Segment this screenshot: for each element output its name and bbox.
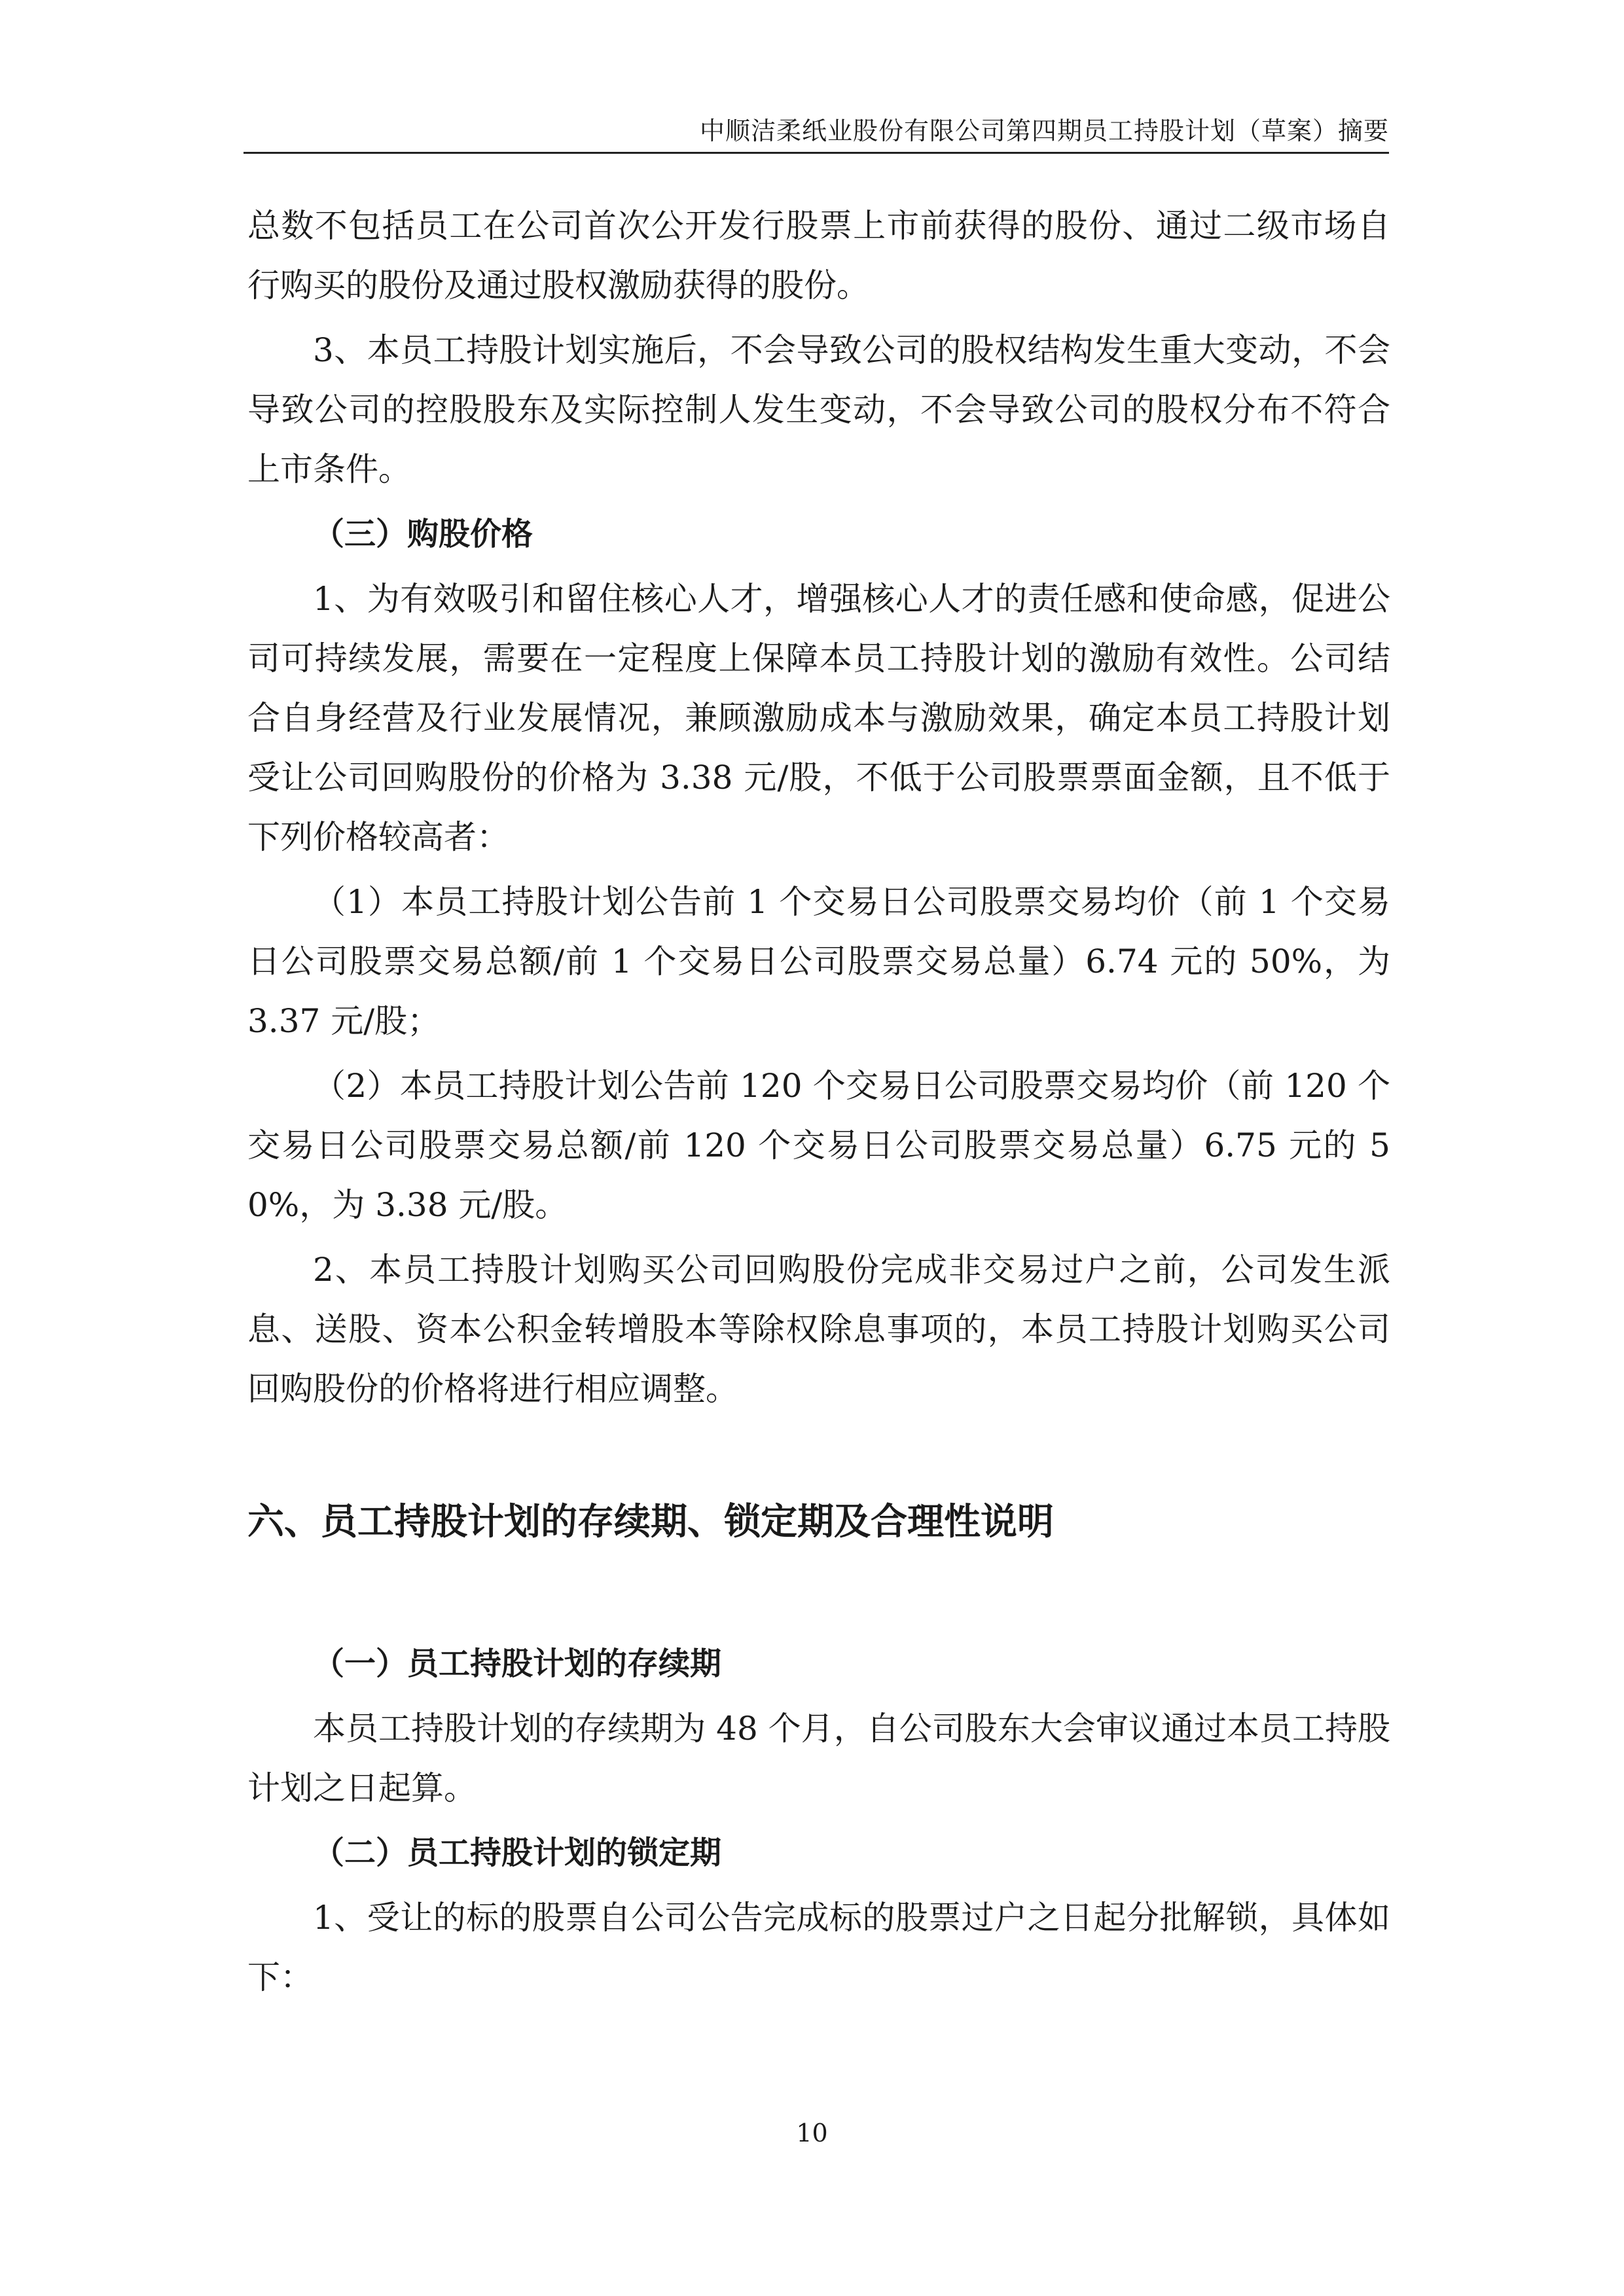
heading-duration: （一）员工持股计划的存续期 [313,1645,722,1682]
running-header: 中顺洁柔纸业股份有限公司第四期员工持股计划（草案）摘要 [699,117,1389,145]
paragraph-price-120day: （2）本员工持股计划公告前 120 个交易日公司股票交易均价（前 120 个交易日公司股票交易总额/前 120 个交易日公司股票交易总量）6.75 元的 50%，为 3.38 元/股。 [247,1067,1390,1224]
paragraph-duration: 本员工持股计划的存续期为 48 个月，自公司股东大会审议通过本员工持股计划之日起算。 [247,1710,1390,1807]
header-rule [244,152,1389,154]
paragraph-ownership-impact: 3、本员工持股计划实施后，不会导致公司的股权结构发生重大变动，不会导致公司的控股股东及实际控制人发生变动，不会导致公司的股权分布不符合上市条件。 [247,331,1390,488]
section-heading-6: 六、员工持股计划的存续期、锁定期及合理性说明 [247,1501,1054,1543]
paragraph-lockup: 1、受让的标的股票自公司公告完成标的股票过户之日起分批解锁，具体如下： [247,1899,1390,1996]
page-number: 10 [796,2119,828,2147]
heading-lockup: （二）员工持股计划的锁定期 [313,1835,722,1871]
paragraph-price-adjustment: 2、本员工持股计划购买公司回购股份完成非交易过户之前，公司发生派息、送股、资本公积金转增股本等除权除息事项的，本员工持股计划购买公司回购股份的价格将进行相应调整。 [247,1251,1390,1408]
paragraph-price-1day: （1）本员工持股计划公告前 1 个交易日公司股票交易均价（前 1 个交易日公司股票交易总额/前 1 个交易日公司股票交易总量）6.74 元的 50%，为 3.37 元/股； [247,883,1390,1040]
paragraph-price-basis: 1、为有效吸引和留住核心人才，增强核心人才的责任感和使命感，促进公司可持续发展，需要在一定程度上保障本员工持股计划的激励有效性。公司结合自身经营及行业发展情况，兼顾激励成本与激励效果，确定本员工持股计划受让公司回购股份的价格为 3.38 元/股，不低于公司股票票面金额，且不低于下列价格较高者： [247,580,1390,856]
paragraph-share-source: 总数不包括员工在公司首次公开发行股票上市前获得的股份、通过二级市场自行购买的股份及通过股权激励获得的股份。 [247,207,1390,304]
document-body [247,196,1390,2007]
heading-purchase-price: （三）购股价格 [313,516,533,552]
